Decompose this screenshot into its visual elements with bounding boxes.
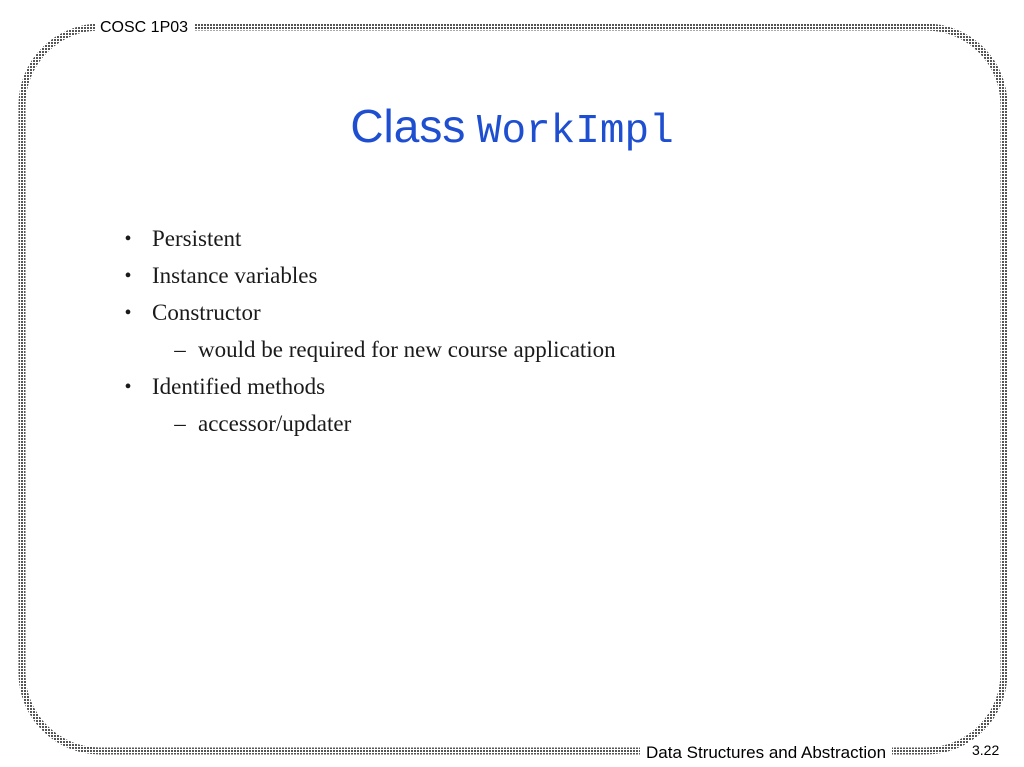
course-code-header: COSC 1P03	[96, 18, 194, 38]
bullet-marker: •	[124, 302, 132, 324]
sub-bullet-text: accessor/updater	[198, 411, 352, 436]
sub-bullet-text: would be required for new course application	[198, 337, 616, 362]
page-number: 3.22	[968, 740, 1003, 760]
bullet-text: Constructor	[152, 300, 261, 325]
bullet-marker: •	[124, 265, 132, 287]
footer-subject: Data Structures and Abstraction	[640, 742, 892, 764]
title-class-name: WorkImpl	[476, 109, 674, 155]
dash-marker: –	[174, 337, 186, 362]
bullet-marker: •	[124, 376, 132, 398]
dash-marker: –	[174, 411, 186, 436]
title-word: Class	[350, 100, 466, 152]
bullet-text: Persistent	[152, 226, 242, 251]
slide-title	[0, 96, 1024, 162]
bullet-text: Identified methods	[152, 374, 326, 399]
bullet-text: Instance variables	[152, 263, 318, 288]
bullet-marker: •	[124, 228, 132, 250]
